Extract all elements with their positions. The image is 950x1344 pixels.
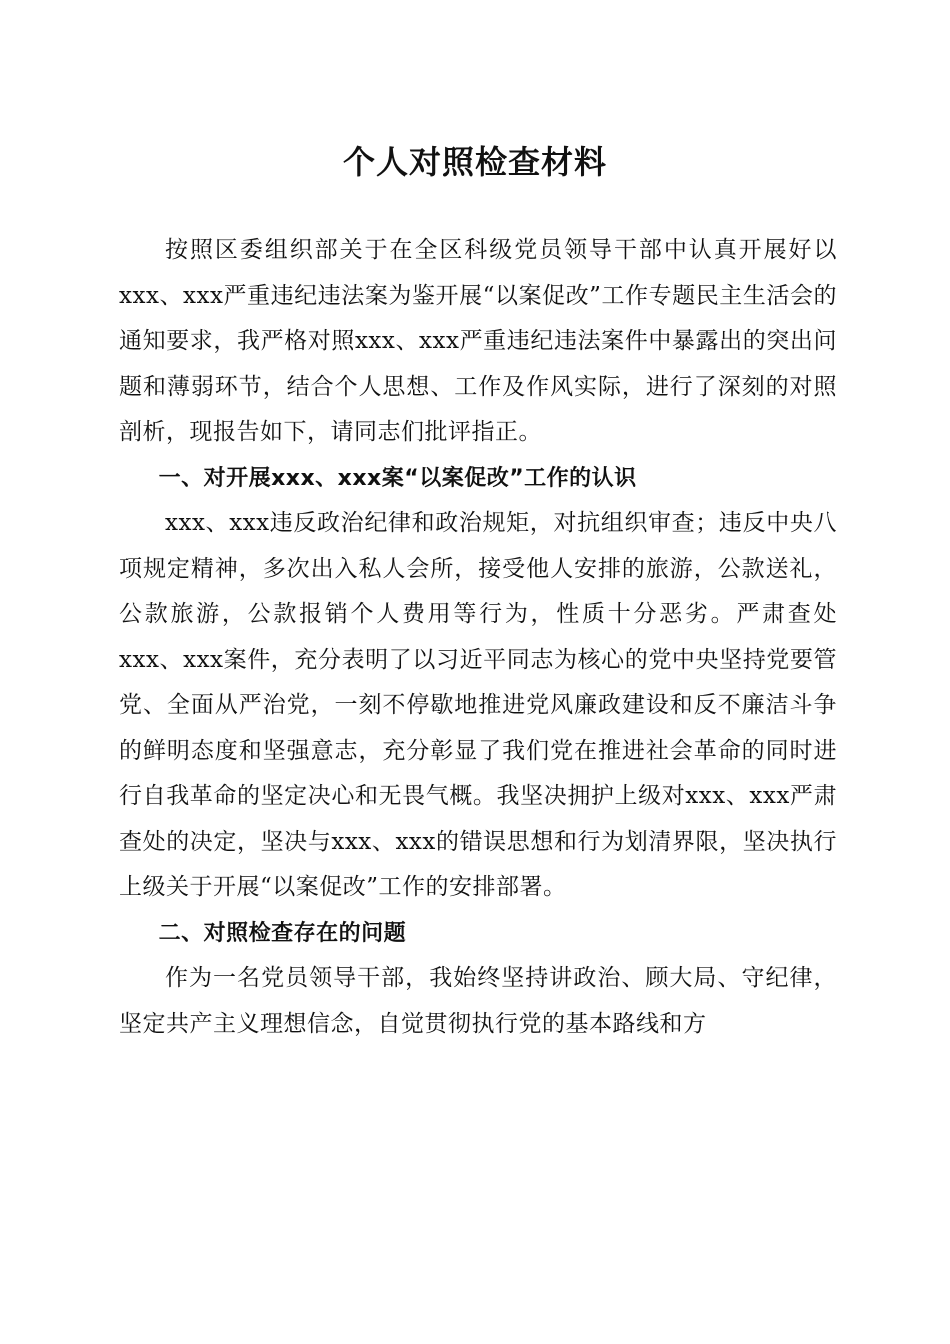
intro-paragraph: 按照区委组织部关于在全区科级党员领导干部中认真开展好以xxx、xxx严重违纪违法案为鉴开展“以案促改”工作专题民主生活会的通知要求，我严格对照xxx、xxx严重违纪违法案件中暴露出的突出问题和薄弱环节，结合个人思想、工作及作风实际，进行了深刻的对照剖析，现报告如下，请同志们批评指正。 <box>119 237 837 445</box>
section-1-heading: 一、对开展xxx、xxx案“以案促改”工作的认识 <box>158 465 637 491</box>
section-1-paragraph: xxx、xxx违反政治纪律和政治规矩，对抗组织审查；违反中央八项规定精神，多次出入私人会所，接受他人安排的旅游，公款送礼，公款旅游，公款报销个人费用等行为，性质十分恶劣。严肃查处xxx、xxx案件，充分表明了以习近平同志为核心的党中央坚持党要管党、全面从严治党，一刻不停歇地推进党风廉政建设和反不廉洁斗争的鲜明态度和坚强意志，充分彰显了我们党在推进社会革命的同时进行自我革命的坚定决心和无畏气概。我坚决拥护上级对xxx、xxx严肃查处的决定，坚决与xxx、xxx的错误思想和行为划清界限，坚决执行上级关于开展“以案促改”工作的安排部署。 <box>119 510 837 900</box>
section-2-paragraph: 作为一名党员领导干部，我始终坚持讲政治、顾大局、守纪律，坚定共产主义理想信念，自觉贯彻执行党的基本路线和方 <box>119 965 837 1037</box>
section-2-heading: 二、对照检查存在的问题 <box>158 920 407 946</box>
document-body <box>119 228 837 1047</box>
document-title: 个人对照检查材料 <box>342 143 607 181</box>
